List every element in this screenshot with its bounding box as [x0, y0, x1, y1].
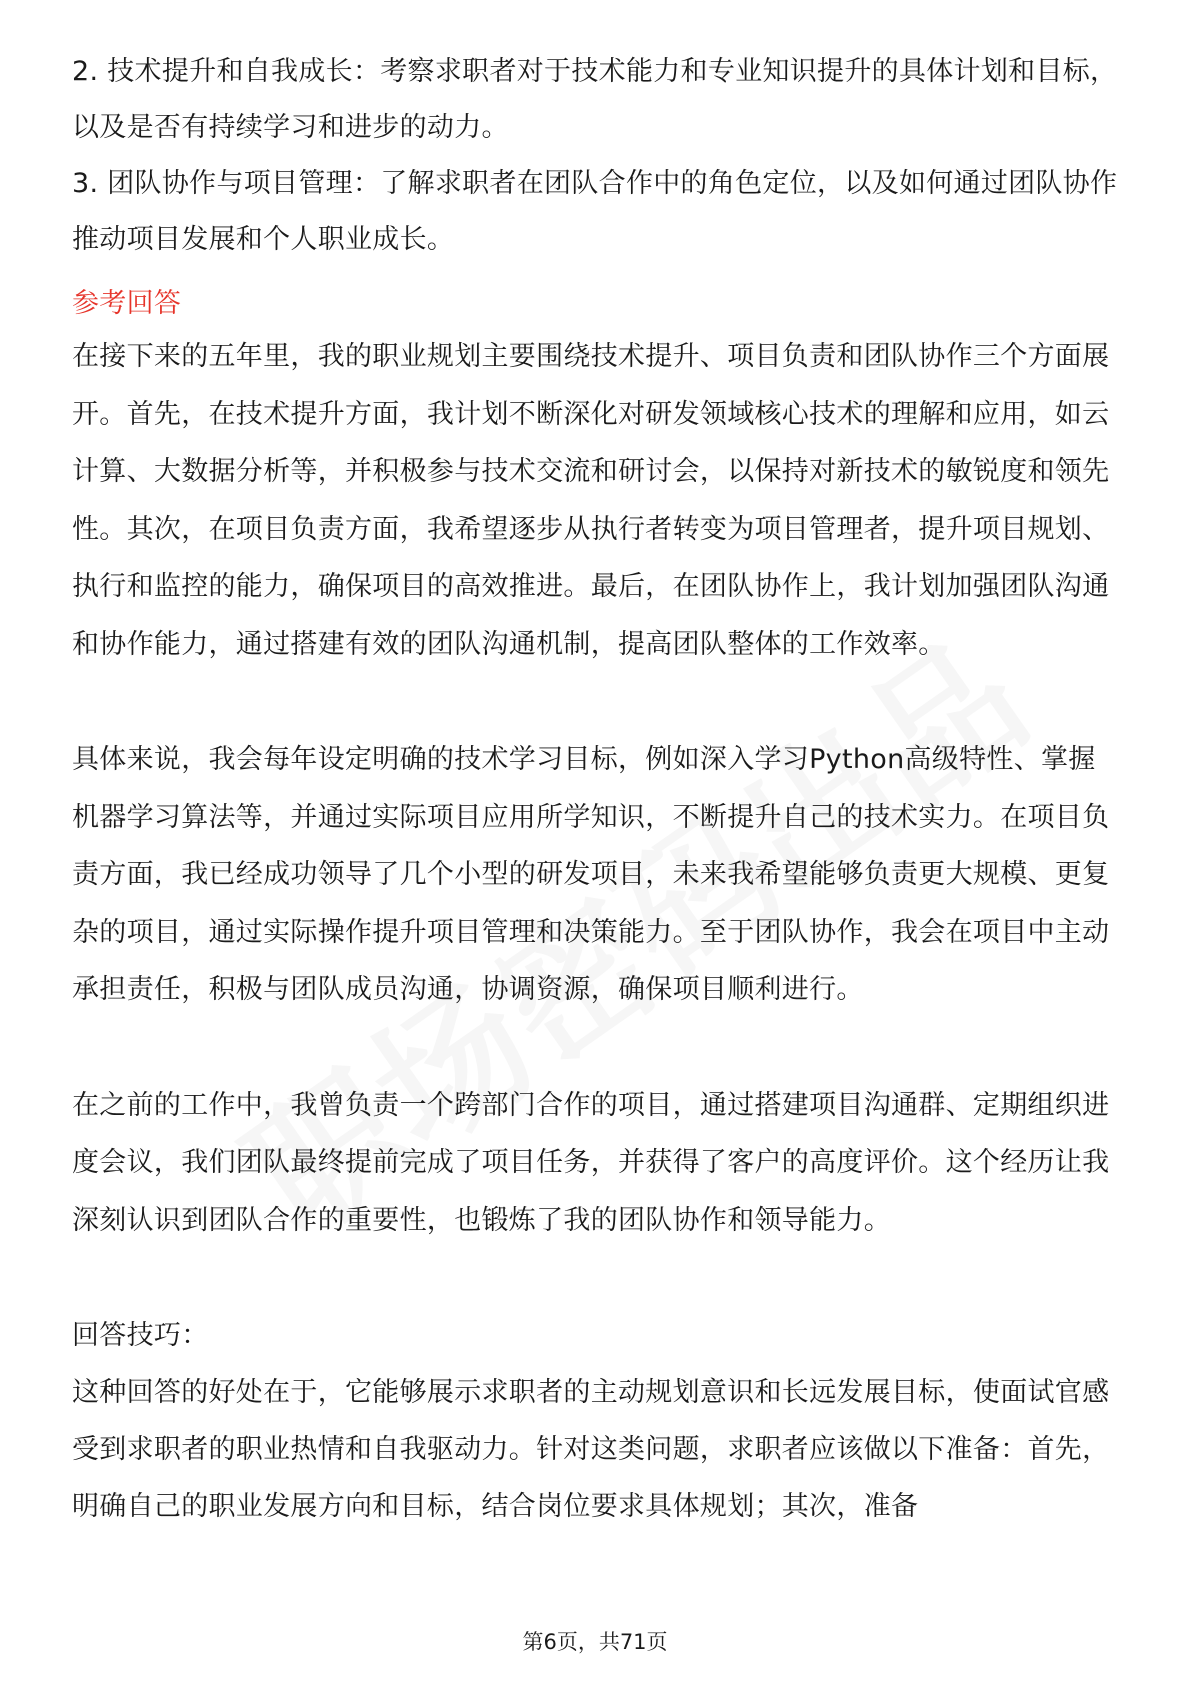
answer-heading: 参考回答 — [72, 288, 182, 319]
tips-section — [72, 1307, 1118, 1535]
answer-section — [72, 328, 1118, 1307]
document-page — [72, 44, 1118, 1535]
paragraph-spacer — [72, 1019, 1118, 1077]
page-footer: 第6页，共71页 — [522, 1630, 668, 1654]
criteria-item: 3. 团队协作与项目管理：了解求职者在团队合作中的角色定位，以及如何通过团队协作推动项目发展和个人职业成长。 — [72, 168, 1118, 255]
criteria-list — [72, 44, 1118, 268]
criteria-item: 2. 技术提升和自我成长：考察求职者对于技术能力和专业知识提升的具体计划和目标，以及是否有持续学习和进步的动力。 — [72, 56, 1118, 143]
answer-paragraph: 具体来说，我会每年设定明确的技术学习目标，例如深入学习Python高级特性、掌握机器学习算法等，并通过实际项目应用所学知识，不断提升自己的技术实力。在项目负责方面，我已经成功领导了几个小型的研发项目，未来我希望能够负责更大规模、更复杂的项目，通过实际操作提升项目管理和决策能力。至于团队协作，我会在项目中主动承担责任，积极与团队成员沟通，协调资源，确保项目顺利进行。 — [72, 744, 1110, 1005]
paragraph-spacer — [72, 673, 1118, 731]
answer-paragraph: 在之前的工作中，我曾负责一个跨部门合作的项目，通过搭建项目沟通群、定期组织进度会议，我们团队最终提前完成了项目任务，并获得了客户的高度评价。这个经历让我深刻认识到团队合作的重要性，也锻炼了我的团队协作和领导能力。 — [72, 1089, 1110, 1236]
paragraph-spacer — [72, 1249, 1118, 1307]
tips-heading: 回答技巧： — [72, 1320, 209, 1351]
answer-paragraph: 在接下来的五年里，我的职业规划主要围绕技术提升、项目负责和团队协作三个方面展开。首先，在技术提升方面，我计划不断深化对研发领域核心技术的理解和应用，如云计算、大数据分析等，并积极参与技术交流和研讨会，以保持对新技术的敏锐度和领先性。其次，在项目负责方面，我希望逐步从执行者转变为项目管理者，提升项目规划、执行和监控的能力，确保项目的高效推进。最后，在团队协作上，我计划加强团队沟通和协作能力，通过搭建有效的团队沟通机制，提高团队整体的工作效率。 — [72, 341, 1110, 660]
tips-text: 这种回答的好处在于，它能够展示求职者的主动规划意识和长远发展目标，使面试官感受到求职者的职业热情和自我驱动力。针对这类问题，求职者应该做以下准备：首先，明确自己的职业发展方向和目标，结合岗位要求具体规划；其次，准备 — [72, 1377, 1110, 1522]
